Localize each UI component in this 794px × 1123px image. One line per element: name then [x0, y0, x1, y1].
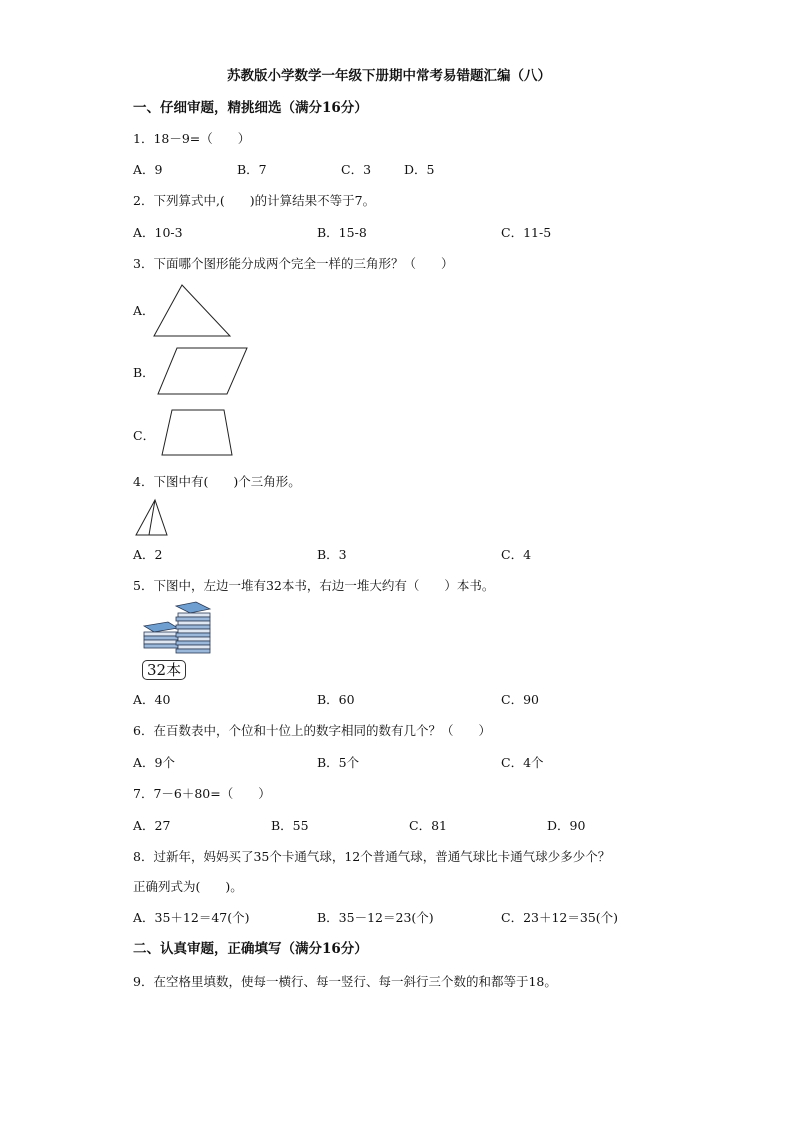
question-2-option-c: C．11-5 — [501, 225, 552, 240]
question-1-option-b: B．7 — [237, 162, 267, 177]
question-1-option-a: A．9 — [133, 162, 163, 177]
triangle-figure — [150, 282, 234, 340]
question-6-option-a: A．9个 — [133, 755, 175, 770]
question-2-option-a: A．10-3 — [133, 225, 183, 240]
question-3-option-c: C． — [133, 428, 156, 443]
question-8-stem: 8．过新年，妈妈买了35个卡通气球，12个普通气球，普通气球比卡通气球少多少个？ — [133, 849, 611, 864]
question-8-option-a: A．35＋12＝47(个) — [133, 910, 250, 925]
question-4-option-a: A．2 — [133, 547, 163, 562]
question-3-option-a: A． — [133, 303, 155, 318]
page-title: 苏教版小学数学一年级下册期中常考易错题汇编（八） — [227, 68, 551, 84]
question-7-stem: 7．7－6＋80=（ ） — [133, 786, 271, 801]
question-2-option-b: B．15-8 — [317, 225, 367, 240]
book-stacks-image — [138, 600, 218, 660]
question-5-option-c: C．90 — [501, 692, 539, 707]
question-4-option-b: B．3 — [317, 547, 347, 562]
question-1-option-c: C．3 — [341, 162, 372, 177]
question-1-stem: 1．18－9=（ ） — [133, 131, 251, 146]
question-4-option-c: C．4 — [501, 547, 532, 562]
question-6-stem: 6．在百数表中，个位和十位上的数字相同的数有几个？（ ） — [133, 723, 491, 738]
question-4-stem: 4．下图中有( )个三角形。 — [133, 474, 301, 489]
question-3-stem: 3．下面哪个图形能分成两个完全一样的三角形？（ ） — [133, 256, 454, 271]
question-2-stem: 2．下列算式中,( )的计算结果不等于7。 — [133, 193, 376, 208]
question-8-stem-line2: 正确列式为( )。 — [133, 879, 243, 894]
question-8-option-c: C．23＋12＝35(个) — [501, 910, 619, 925]
trapezoid-figure — [158, 407, 236, 459]
question-5-option-a: A．40 — [133, 692, 171, 707]
triangles-count-figure — [133, 497, 171, 539]
question-6-option-b: B．5个 — [317, 755, 360, 770]
section-heading-1: 一、仔细审题，精挑细选（满分16分） — [133, 100, 368, 116]
question-7-option-c: C．81 — [409, 818, 447, 833]
book-count-label: 32本 — [142, 660, 186, 680]
question-7-option-d: D．90 — [547, 818, 586, 833]
question-5-stem: 5．下图中，左边一堆有32本书，右边一堆大约有（ ）本书。 — [133, 578, 495, 593]
parallelogram-figure — [155, 345, 251, 397]
question-5-option-b: B．60 — [317, 692, 355, 707]
question-1-option-d: D．5 — [404, 162, 435, 177]
question-7-option-b: B．55 — [271, 818, 309, 833]
question-7-option-a: A．27 — [133, 818, 171, 833]
question-3-option-b: B． — [133, 365, 155, 380]
question-8-option-b: B．35－12＝23(个) — [317, 910, 434, 925]
question-9-stem: 9．在空格里填数，使每一横行、每一竖行、每一斜行三个数的和都等于18。 — [133, 974, 557, 989]
question-6-option-c: C．4个 — [501, 755, 544, 770]
section-heading-2: 二、认真审题，正确填写（满分16分） — [133, 941, 368, 957]
